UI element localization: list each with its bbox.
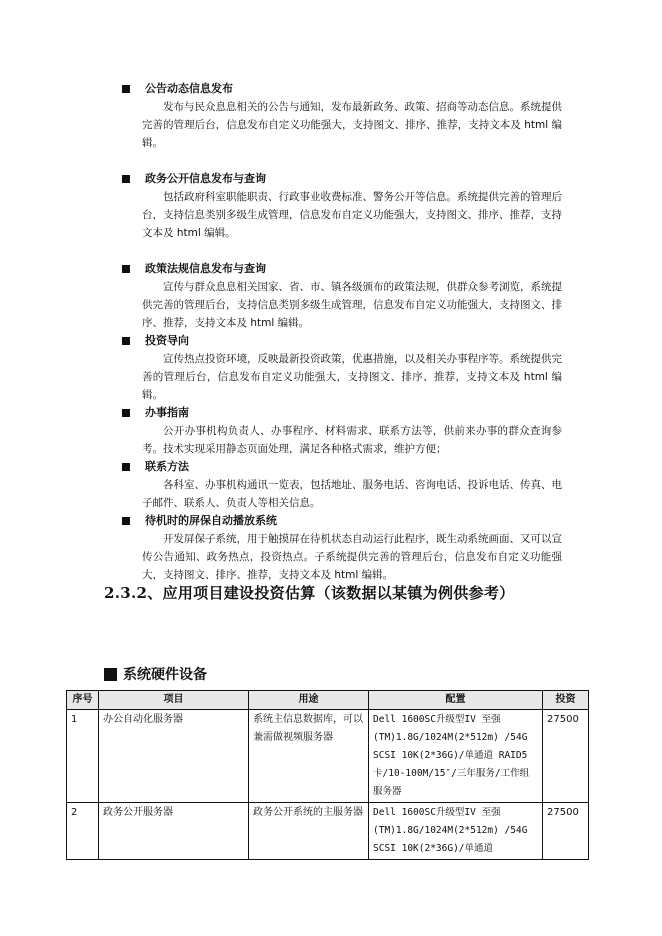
cell-item: 政务公开服务器 xyxy=(99,803,249,860)
feature-title: 待机时的屏保自动播放系统 xyxy=(145,514,277,527)
feature-body: 宣传热点投资环境，反映最新投资政策，优惠措施，以及相关办事程序等。系统提供完善的管理后台，信息发布自定义功能强大，支持图文、排序、推荐，支持文本及 html 编辑。 xyxy=(142,353,562,401)
hardware-heading-text: 系统硬件设备 xyxy=(123,667,207,683)
feature-body: 各科室、办事机构通讯一览表，包括地址、服务电话、咨询电话、投诉电话、传真、电子邮件、联系人、负责人等相关信息。 xyxy=(142,479,562,509)
col-header-use: 用途 xyxy=(249,691,369,710)
feature-title: 政策法规信息发布与查询 xyxy=(145,262,266,275)
feature-item xyxy=(122,80,562,152)
section-heading: 2.3.2、应用项目建设投资估算（该数据以某镇为例供参考） xyxy=(104,584,515,602)
feature-body: 公开办事机构负责人、办事程序、材料需求、联系方法等，供前来办事的群众查询参考。技术实现采用静态页面处理，满足各种格式需求，维护方便； xyxy=(142,425,562,455)
feature-body: 开发屏保子系统，用于触摸屏在待机状态自动运行此程序，既生动系统画面、又可以宣传公告通知、政务热点，投资热点。子系统提供完善的管理后台，信息发布自定义功能强大，支持图文、排序、推荐，支持文本及 html 编辑。 xyxy=(142,533,562,581)
cell-no: 2 xyxy=(67,803,99,860)
feature-item xyxy=(122,260,562,332)
square-bullet-icon xyxy=(122,409,130,417)
square-bullet-icon xyxy=(122,337,130,345)
feature-list xyxy=(122,80,562,584)
col-header-cost: 投资 xyxy=(543,691,589,710)
feature-item xyxy=(122,458,562,512)
feature-item xyxy=(122,170,562,242)
table-row xyxy=(67,803,589,860)
square-bullet-icon xyxy=(104,668,117,681)
square-bullet-icon xyxy=(122,175,130,183)
feature-item xyxy=(122,404,562,458)
hardware-table xyxy=(66,690,589,860)
square-bullet-icon xyxy=(122,517,130,525)
cell-config: Dell 1600SC升级型IV 至强(TM)1.8G/1024M(2*512m) /54G SCSI 10K(2*36G)/单通道 RAID5卡/10-100M/15″/三年服务/工作组服务器 xyxy=(369,710,543,803)
cell-use: 政务公开系统的主服务器 xyxy=(249,803,369,860)
feature-title: 公告动态信息发布 xyxy=(145,82,233,95)
feature-title: 投资导向 xyxy=(145,334,189,347)
col-header-config: 配置 xyxy=(369,691,543,710)
square-bullet-icon xyxy=(122,265,130,273)
feature-title: 政务公开信息发布与查询 xyxy=(145,172,266,185)
feature-item xyxy=(122,332,562,404)
col-header-item: 项目 xyxy=(99,691,249,710)
col-header-no: 序号 xyxy=(67,691,99,710)
cell-item: 办公自动化服务器 xyxy=(99,710,249,803)
feature-body: 包括政府科室职能职责、行政事业收费标准、警务公开等信息。系统提供完善的管理后台，支持信息类别多级生成管理，信息发布自定义功能强大，支持图文、排序、推荐，支持文本及 html 编辑。 xyxy=(142,191,562,239)
cell-no: 1 xyxy=(67,710,99,803)
cell-use: 系统主信息数据库，可以兼需做视频服务器 xyxy=(249,710,369,803)
feature-title: 办事指南 xyxy=(145,406,189,419)
square-bullet-icon xyxy=(122,463,130,471)
table-header-row xyxy=(67,691,589,710)
cell-config: Dell 1600SC升级型IV 至强(TM)1.8G/1024M(2*512m) /54G SCSI 10K(2*36G)/单通道 xyxy=(369,803,543,860)
feature-body: 宣传与群众息息相关国家、省、市、镇各级颁布的政策法规，供群众参考浏览，系统提供完善的管理后台，支持信息类别多级生成管理，信息发布自定义功能强大，支持图文、排序、推荐，支持文本及 html 编辑。 xyxy=(142,281,562,329)
feature-item xyxy=(122,512,562,584)
cell-cost: 27500 xyxy=(543,803,589,860)
feature-title: 联系方法 xyxy=(145,460,189,473)
square-bullet-icon xyxy=(122,85,130,93)
feature-body: 发布与民众息息相关的公告与通知，发布最新政务、政策、招商等动态信息。系统提供完善的管理后台，信息发布自定义功能强大，支持图文、排序、推荐，支持文本及 html 编辑。 xyxy=(142,101,562,149)
table-row xyxy=(67,710,589,803)
cell-cost: 27500 xyxy=(543,710,589,803)
hardware-heading xyxy=(104,664,207,684)
